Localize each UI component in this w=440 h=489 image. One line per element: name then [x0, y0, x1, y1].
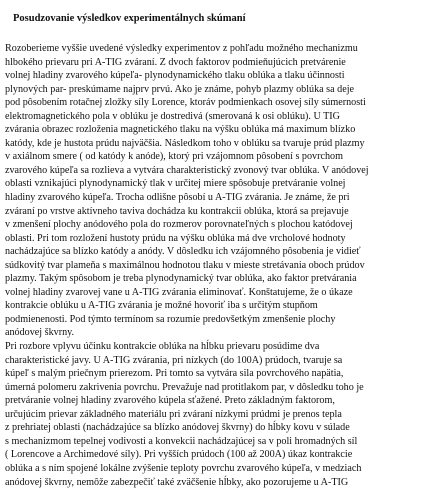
text-line: s mechanizmom tepelnej vodivosti a konvekcii nachádzajúcej sa v poli hromadných síl [5, 435, 435, 449]
text-line: zvarového kúpeľa sa rozlieva a vytvára charakteristický zvonový tvar oblúka. V anódovej [5, 164, 435, 178]
text-line: pretváranie volnej hladiny zvarového kúpela sťažené. Preto základným faktorom, [5, 394, 435, 408]
section-heading: Posudzovanie výsledkov experimentálnych skúmaní [13, 12, 427, 26]
text-line: charakteristické javy. U A-TIG zvárania, pri nízkych (do 100A) prúdoch, tvaruje sa [5, 354, 435, 368]
text-line: v zmenšení plochy anódového pola do rozmerov porovnateľných s plochou katódovej [5, 218, 435, 232]
text-line: v axiálnom smere ( od katódy k anóde), ktorý pri vzájomnom pôsobení s povrchom [5, 150, 435, 164]
text-line: Rozoberieme vyššie uvedené výsledky experimentov z pohľadu možného mechanizmu [5, 42, 435, 56]
text-line: Pri rozbore vplyvu účinku kontrakcie oblúka na hĺbku prievaru posúdime dva [5, 340, 435, 354]
text-line: z prehriatej oblasti (nachádzajúce sa blízko anódovej škvrny) do hĺbky kovu v súlade [5, 421, 435, 435]
text-line: oblasti. Pri tom rozložení hustoty prúdu na výšku oblúka má dve vrcholové hodnoty [5, 232, 435, 246]
text-line: plazmy. Takým spôsobom je treba plynodynamický tvar oblúka, ako faktor pretvárania [5, 272, 435, 286]
text-line: ( Lorencove a Archimedové síly). Pri vyšších prúdoch (100 až 200A) úkaz kontrakcie [5, 448, 435, 462]
text-line: elektromagnetického pola v oblúku je dostredivá (smerovaná k osi oblúku). U TIG [5, 110, 435, 124]
text-line: plynových par- preskúmame najprv prvú. Ako je známe, pohyb plazmy oblúka sa deje [5, 83, 435, 97]
text-line: oblúka a s ním spojené lokálne zvýšenie teploty povrchu zvarového kúpeľa, v medziach [5, 462, 435, 476]
text-line: oblasti vznikajúci plynodynamický tlak v určitej miere spôsobuje pretváranie volnej [5, 177, 435, 191]
text-line: pod pôsobením rotačnej zložky síly Lorence, ktoráv podmienkach osovej síly súmernosti [5, 96, 435, 110]
text-line: anódovej škvrny. [5, 326, 435, 340]
text-line: podmienenosti. Pod týmto termínom sa rozumie predovšetkým zmenšenie plochy [5, 313, 435, 327]
text-line: hladiny zvarového kúpeľa. Trocha odlišne pôsobí u A-TIG zvárania. Je známe, že pri [5, 191, 435, 205]
text-line: kúpeľ s malým priečnym prierezom. Pri tomto sa vytvára sila povrchového napätia, [5, 367, 435, 381]
body-text [5, 42, 435, 489]
text-line: úmerná polomeru zakrivenia povrchu. Prevažuje nad protitlakom par, v dôsledku toho je [5, 381, 435, 395]
text-line: volnej hladiny zvarového kúpeľa- plynodynamického tlaku oblúka a tlaku účinnosti [5, 69, 435, 83]
text-line: anódovej škvrny, nemôže zabezpečiť také zväčšenie hĺbky, ako pozorujeme u A-TIG [5, 476, 435, 489]
text-line: kontrakcie oblúku u A-TIG zvárania je možné hovoriť iba s určitým stupňom [5, 299, 435, 313]
text-line: hlbokého prievaru pri A-TIG zváraní. Z dvoch faktorov podmieňujúcich pretvárenie [5, 56, 435, 70]
text-line: určujúcim prievar základného materiálu pri zváraní nízkymi prúdmi je prenos tepla [5, 408, 435, 422]
text-line: súdkovitý tvar plameňa s maximálnou hodnotou tlaku v mieste stretávania oboch prúdov [5, 259, 435, 273]
text-line: zvárania obrazec rozloženia magnetického tlaku na výšku oblúka má maximum blízko [5, 123, 435, 137]
text-line: katódy, kde je hustota prúdu najväčšia. Následkom toho v oblúku sa tvaruje prúd plazmy [5, 137, 435, 151]
text-line: volnej hladiny zvarovej vane u A-TIG zvárania eliminovať. Konštatujeme, že o úkaze [5, 286, 435, 300]
text-line: nachádzajúce sa blízko katódy a anódy. V dôsledku ich vzájomného pôsobenia je vidieť [5, 245, 435, 259]
text-line: zváraní po vrstve aktívneho taviva dochádza ku kontrakcii oblúka, ktorá sa prejavuje [5, 205, 435, 219]
